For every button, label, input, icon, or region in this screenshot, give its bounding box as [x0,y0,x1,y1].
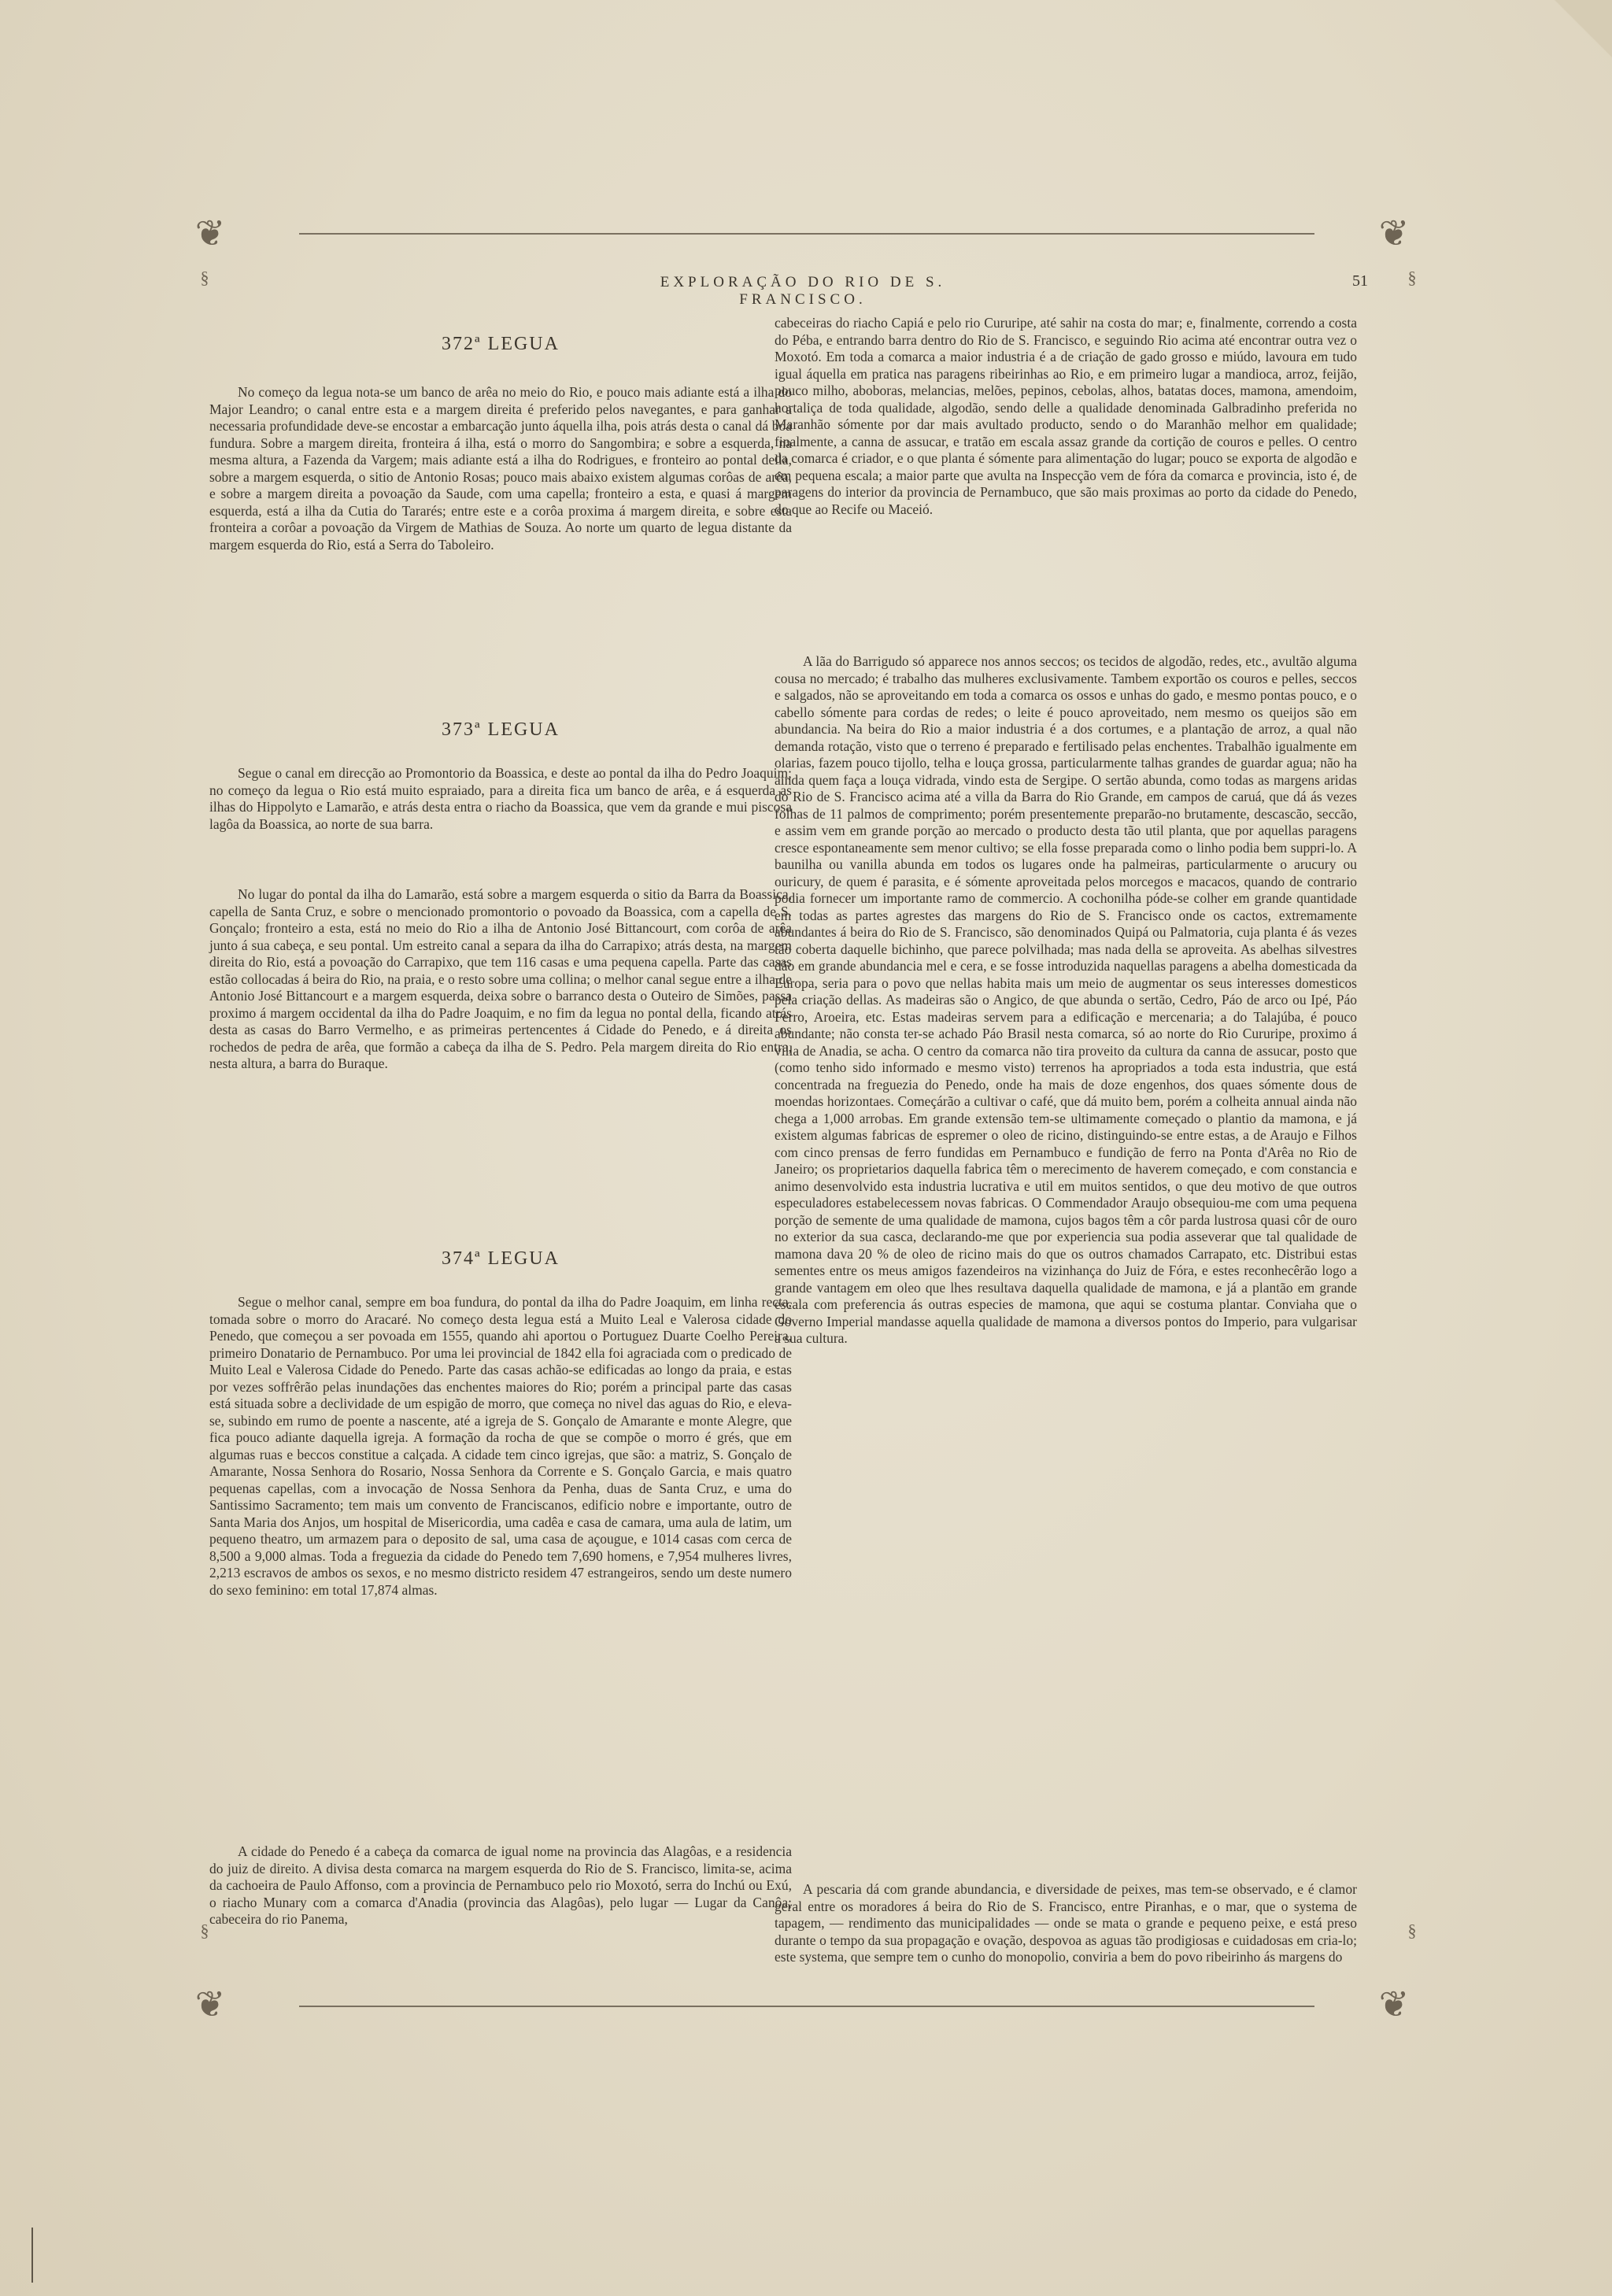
section-373-paragraph: No lugar do pontal da ilha do Lamarão, está sobre a margem esquerda o sitio da Barra da Boassica, capella de Santa Cruz, e sobre o mencionado promontorio o povoado da Boassica, com a capella de S. Gonçalo; fronteiro a esta, está no meio do Rio a ilha de Antonio José Bittancourt, com corôa de arêa junto á sua cabeça, e seu pontal. Um estreito canal a separa da ilha do Carrapixo; atrás desta, na margem direita do Rio, está a povoação do Carrapixo, que tem 116 casas e uma pequena capella. Parte das casas estão collocadas á beira do Rio, na praia, e o resto sobre uma collina; o melhor canal segue entre a ilha de Antonio José Bittancourt e a margem esquerda, deixa sobre o barranco desta o Outeiro de Simões, passa proximo á margem occidental da ilha do Padre Joaquim, e no fim da legua no pontal della, ficando atrás desta as casas do Barro Vermelho, e as primeiras pertencentes á Cidade do Penedo, e á direita os rochedos de pedra de arêa, que formão a cabeça da ilha de S. Pedro. Pela margem direita do Rio entra, nesta altura, a barra do Buraque. [209,886,792,1071]
top-border-rule [299,233,1314,235]
section-372-paragraph: No começo da legua nota-se um banco de arêa no meio do Rio, e pouco mais adiante está a ilha do Major Leandro; o canal entre esta e a margem direita é preferido pelos navegantes, e para ganhar a necessaria profundidade deve-se encostar a embarcação junto áquella ilha, pois atrás desta o canal dá boa fundura. Sobre a margem direita, fronteira á ilha, está o morro do Sangombira; e sobre a esquerda, na mesma altura, a Fazenda da Vargem; mais adiante está a ilha do Rodrigues, e fronteiro ao pontal della, sobre a margem esquerda, o sitio de Antonio Rosas; pouco mais abaixo existem algumas corôas de arêa, e sobre a margem direita a povoação da Saude, com uma capella; fronteiro a esta, e quasi á margem esquerda, está a ilha da Cutia do Tararés; entre este e a corôa proxima á margem direita, e sobre esta fronteira a corôar a povoação da Virgem de Mathias de Souza. Ao norte um quarto de legua distante da margem esquerda do Rio, está a Serra do Taboleiro. [209,384,792,553]
corner-flourish-icon: ❦ [194,1984,226,2024]
folded-corner [1541,0,1612,71]
section-heading-372: 372ª LEGUA [442,334,560,354]
corner-flourish-icon: ❦ [194,213,226,253]
running-title: EXPLORAÇÃO DO RIO DE S. FRANCISCO. [660,274,946,308]
side-flourish-icon: § [200,1921,209,1940]
section-heading-374: 374ª LEGUA [442,1248,560,1269]
side-flourish-icon: § [1407,268,1417,287]
page-number: 51 [1352,272,1368,290]
scan-mark [31,2228,33,2283]
bottom-border-rule [299,2006,1314,2007]
side-flourish-icon: § [200,268,209,287]
section-373-paragraph: Segue o canal em direcção ao Promontorio da Boassica, e deste ao pontal da ilha do Pedro Joaquim; no começo da legua o Rio está muito espraiado, para a direita fica um banco de arêa, e á esquerda as ilhas do Hippolyto e Lamarão, e atrás desta entra o riacho da Boassica, que vem da grande e mui piscosa lagôa da Boassica, ao norte de sua barra. [209,765,792,832]
side-flourish-icon: § [1407,1921,1417,1940]
section-374-paragraph: A cidade do Penedo é a cabeça da comarca de igual nome na provincia das Alagôas, e a residencia do juiz de direito. A divisa desta comarca na margem esquerda do Rio de S. Francisco, limita-se, acima da cachoeira de Paulo Affonso, com a provincia de Pernambuco pelo rio Moxotó, serra do Inchú ou Exú, o riacho Munary com a comarca d'Anadia (provincia das Alagôas), pelo lugar — Lugar da Canôa; cabeceira do rio Panema, [209,1843,792,1927]
section-heading-373: 373ª LEGUA [442,719,560,740]
right-paragraph: A lãa do Barrigudo só apparece nos annos seccos; os tecidos de algodão, redes, etc., avultão alguma cousa no mercado; é trabalho das mulheres exclusivamente. Tambem exportão os couros e pelles, seccos e salgados, não se aproveitando em toda a comarca os ossos e unhas do gado, e mesmo pontas pouco, e o cabello sómente para cordas de redes; o leite é pouco aproveitado, nem mesmo os queijos são em abundancia. Na beira do Rio a maior industria é a dos cortumes, e a plantação de arroz, a qual não demanda rotação, visto que o terreno é preparado e fertilisado pelas enchentes. Trabalhão igualmente em olarias, fazem pouco tijollo, telha e louça grossa, particularmente talhas grandes de guardar agua; não ha ainda quem faça a louça vidrada, vindo esta de Sergipe. O sertão abunda, como todas as margens aridas do Rio de S. Francisco acima até a villa da Barra do Rio Grande, em campos de caruá, que dá ás vezes folhas de 11 palmos de comprimento; porém presentemente preparão-no brutamente, descascão, seccão, e assim vem em grande porção ao mercado o producto desta tão util planta, que por aquellas paragens cresce espontaneamente sem menor cultivo; se ella fosse preparada como o linho podia bem suppri-lo. A baunilha ou vanilla abunda em todos os lugares onde ha palmeiras, particularmente o arucury ou ouricury, de quem é parasita, e é sómente aproveitada pelos morcegos e macacos, quando de contrario podia fornecer um importante ramo de commercio. A cochonilha póde-se colher em grande quantidade em todas as partes agrestes das margens do Rio de S. Francisco onde os cactos, extremamente abundantes á beira do Rio de S. Francisco, são denominados Quipá ou Palmatoria, cuja planta é ás vezes tão coberta daquelle bichinho, que parece polvilhada; mas nada della se aproveita. As abelhas silvestres dão em grande abundancia mel e cera, e se fosse introduzida naquellas paragens a abelha domesticada da Europa, seria para o povo que nellas habita mais um meio de augmentar os seus interesses domesticos pela criação dellas. As madeiras são o Angico, de que abunda o sertão, Cedro, Páo de arco ou Ipé, Páo Ferro, Aroeira, etc. Estas madeiras servem para a edificação e mercenaria; a do Talajúba, é pouco abundante; não consta ter-se achado Páo Brasil nesta comarca, só ao norte do Rio Cururipe, proximo á villa de Anadia, se acha. O centro da comarca não tira proveito da cultura da canna de assucar, posto que (como tenho sido informado e mesmo visto) terrenos ha apropriados a toda esta industria, que está concentrada na freguezia do Penedo, onde ha mais de doze engenhos, dos quaes sómente dous de moendas horizontaes. Começárão a cultivar o café, que dá muito bem, porém a colheita annual ainda não chega a 1,000 arrobas. Em grande extensão tem-se ultimamente começado o plantio da mamona, e já existem algumas fabricas de espremer o oleo de ricino, distinguindo-se entre estas, a de Araujo e Filhos com cinco prensas de ferro fundidas em Pernambuco e fundição de ferro na Ponta d'Arêa no Rio de Janeiro; os proprietarios daquella fabrica têm o merecimento de haverem começado, e com constancia e animo desenvolvido esta industria lucrativa e util em muitos sentidos, o que deu motivo de que outros especuladores estabelecessem novas fabricas. O Commendador Araujo obsequiou-me com uma pequena porção de semente de uma qualidade de mamona, cujos bagos têm a côr parda lustrosa quasi côr de ouro no exterior da sua casca, declarando-me que por experiencia sua podia asseverar que tal qualidade de mamona dava 20 % de oleo de ricino mais do que os outros chamados Carrapato, etc. Distribui estas sementes entre os meus amigos fazendeiros na vizinhança do Juiz de Fóra, e estes reconhecêrão logo a grande vantagem em oleo que lhes resultava daquella qualidade de mamona, e já a plantão em grande escala com preferencia ás outras especies de mamona, que aqui se costuma plantar. Conviaha que o Governo Imperial mandasse aquella qualidade de mamona a diversos pontos do Imperio, para vulgarisar a sua cultura. [775,653,1357,1346]
right-paragraph: cabeceiras do riacho Capiá e pelo rio Cururipe, até sahir na costa do mar; e, finalmente, correndo a costa do Péba, e entrando barra dentro do Rio de S. Francisco, e seguindo Rio acima até encontrar outra vez o Moxotó. Em toda a comarca a maior industria é a de criação de gado grosso e miúdo, lavoura em tudo igual áquella em pratica nas paragens ribeirinhas ao Rio, e em primeiro lugar a mandioca, arroz, feijão, pouco milho, aboboras, melancias, melões, pepinos, cebolas, alhos, batatas doces, mamona, amendoim, hortaliça de toda qualidade, algodão, sendo delle a qualidade denominada Galbradinho preferida no Maranhão sómente por dar mais avultado producto, sendo o do Maranhão melhor em qualidade; finalmente, a canna de assucar, e tratão em escala assaz grande da cortição de couros e pelles. O centro da comarca é criador, e o que planta é sómente para alimentação do lugar; pouco se exporta de algodão e em pequena escala; a maior parte que avulta na Inspecção vem de fóra da comarca e provincia, isto é, de paragens do interior da provincia de Pernambuco, que são mais proximas ao porto da cidade do Penedo, do que ao Recife ou Maceió. [775,315,1357,517]
corner-flourish-icon: ❦ [1378,1984,1410,2024]
corner-flourish-icon: ❦ [1378,213,1410,253]
right-paragraph: A pescaria dá com grande abundancia, e diversidade de peixes, mas tem-se observado, e é clamor geral entre os moradores á beira do Rio de S. Francisco, entre Piranhas, e o mar, que o systema de tapagem, — rendimento das municipalidades — onde se mata o grande e pequeno peixe, e está preso durante o tempo da sua propagação e ovação, despovoa as aguas tão prodigiosas e cuidadosas em cria-lo; este systema, que sempre tem o cunho do monopolio, conviria a bem do povo ribeirinho ás margens do [775,1881,1357,1965]
section-374-paragraph: Segue o melhor canal, sempre em boa fundura, do pontal da ilha do Padre Joaquim, em linha recta, tomada sobre o morro do Aracaré. No começo desta legua está a Muito Leal e Valerosa cidade do Penedo, que começou a ser povoada em 1555, quando ahi aportou o Portuguez Duarte Coelho Pereira, primeiro Donatario de Pernambuco. Por uma lei provincial de 1842 ella foi agraciada com o predicado de Muito Leal e Valerosa Cidade do Penedo. Parte das casas achão-se edificadas ao longo da praia, e estas por vezes soffrêrão pelas inundações das enchentes maiores do Rio; porém a principal parte das casas está situada sobre a declividade de um espigão de morro, que começa no nivel das aguas do Rio, e eleva-se, subindo em rumo de poente a nascente, até a igreja de S. Gonçalo de Amarante e monte Alegre, que fica pouco adiante daquella igreja. A formação da rocha de que se compõe o morro é grés, que em algumas ruas e beccos constitue a calçada. A cidade tem cinco igrejas, que são: a matriz, S. Gonçalo de Amarante, Nossa Senhora do Rosario, Nossa Senhora da Corrente e S. Gonçalo Garcia, e mais quatro pequenas capellas, com a invocação de Nossa Senhora da Penha, duas de Santa Cruz, e uma do Santissimo Sacramento; tem mais um convento de Franciscanos, edificio nobre e importante, outro de Santa Maria dos Anjos, um hospital de Misericordia, uma cadêa e casa de camara, uma aula de latim, um pequeno theatro, um armazem para o deposito de sal, uma casa de açougue, e 1014 casas com cerca de 8,500 a 9,000 almas. Toda a freguezia da cidade do Penedo tem 7,690 homens, e 7,954 mulheres livres, 2,213 escravos de ambos os sexos, e no mesmo districto residem 47 estrangeiros, sendo um deste numero do sexo feminino: em total 17,874 almas. [209,1294,792,1598]
